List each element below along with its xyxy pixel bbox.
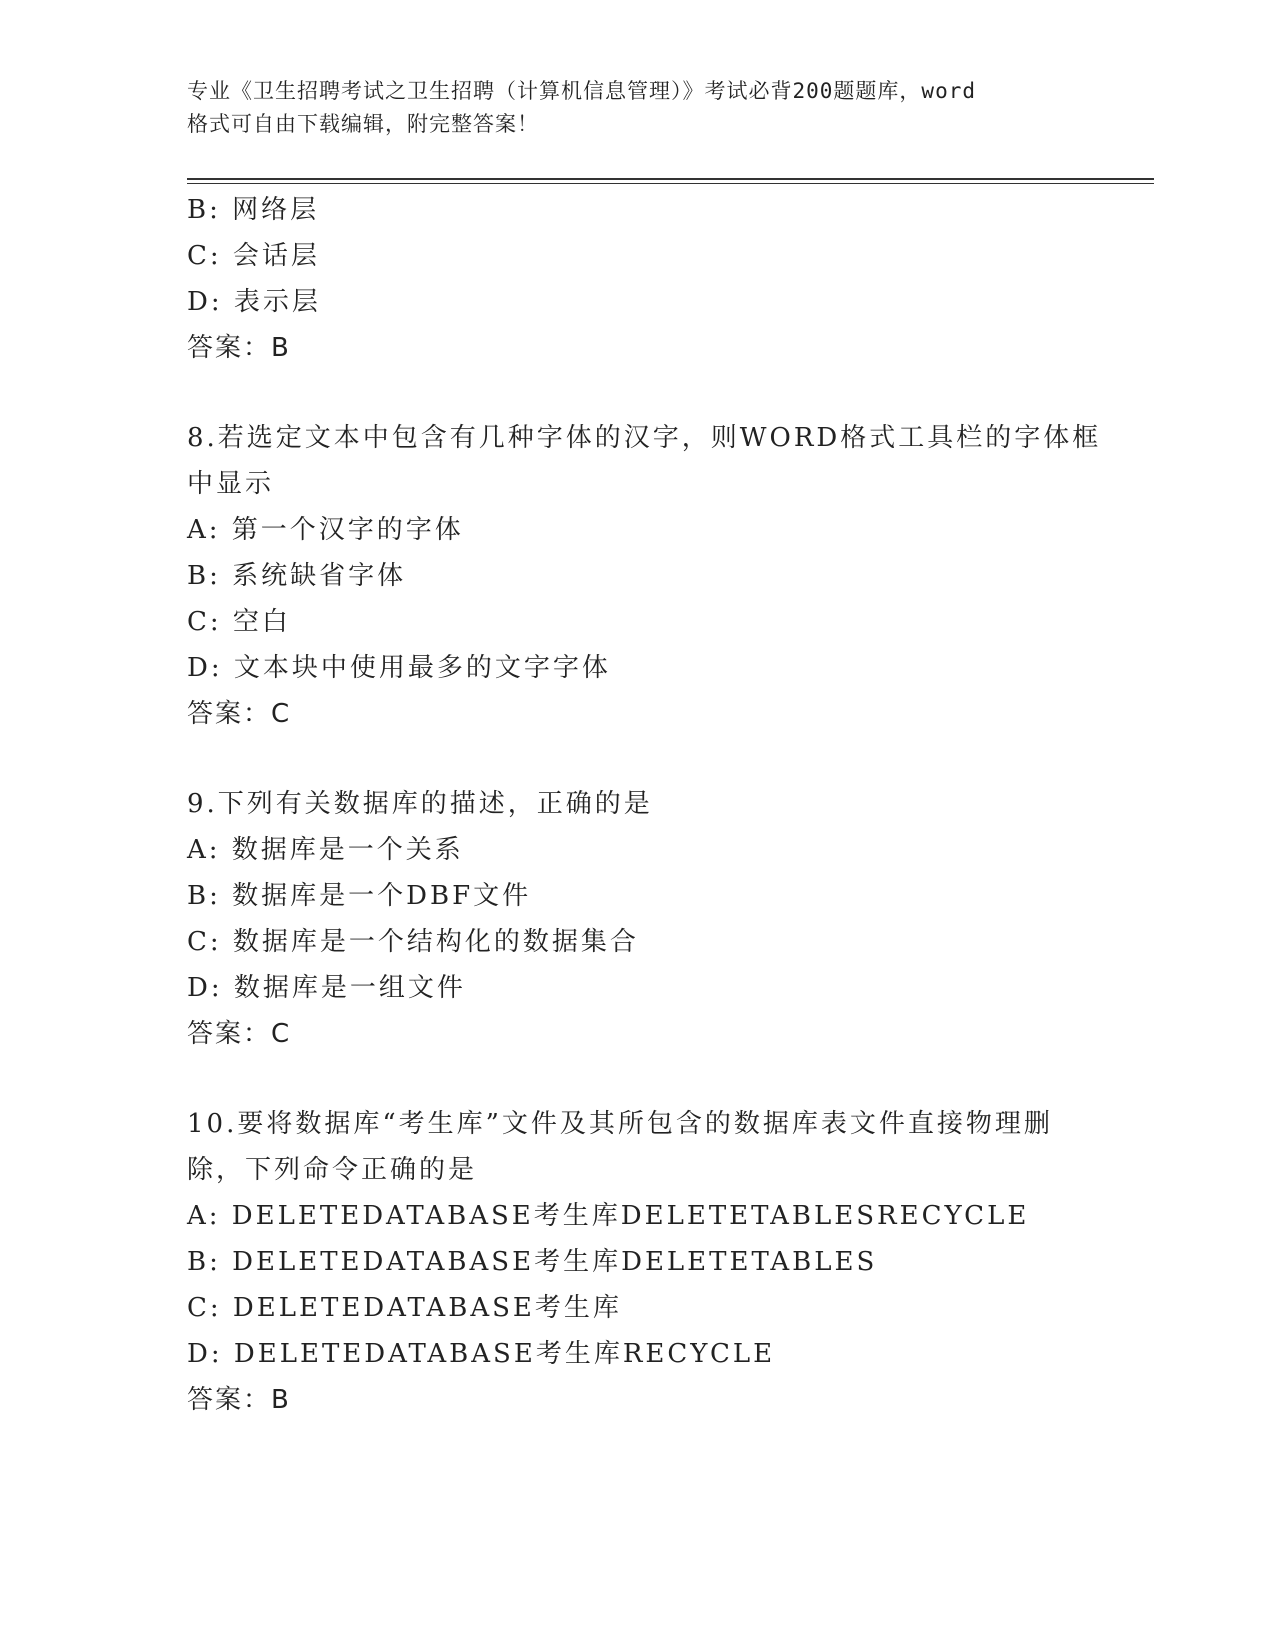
header-line-1: 专业《卫生招聘考试之卫生招聘（计算机信息管理）》考试必背200题题库，word <box>187 79 976 103</box>
answer-line: 答案：C <box>187 1019 292 1049</box>
option-b: B: DELETEDATABASE考生库DELETETABLES <box>187 1247 878 1277</box>
question-9 <box>187 781 1087 1057</box>
header-line-2: 格式可自由下载编辑，附完整答案！ <box>187 112 539 136</box>
question-7-partial <box>187 187 1087 371</box>
option-d: D: 数据库是一组文件 <box>187 973 466 1003</box>
option-d: D: 表示层 <box>187 287 321 317</box>
question-10 <box>187 1101 1087 1423</box>
option-a: A: 数据库是一个关系 <box>187 835 464 865</box>
spacer <box>187 737 1087 781</box>
answer-line: 答案：B <box>187 333 291 363</box>
spacer <box>187 371 1087 415</box>
question-stem-line-1: 10.要将数据库“考生库”文件及其所包含的数据库表文件直接物理删 <box>187 1109 1053 1139</box>
option-c: C: 数据库是一个结构化的数据集合 <box>187 927 639 957</box>
question-8 <box>187 415 1102 737</box>
answer-line: 答案：C <box>187 699 292 729</box>
question-content <box>187 187 1102 1423</box>
question-stem-line-2: 除，下列命令正确的是 <box>187 1155 478 1185</box>
option-a: A: DELETEDATABASE考生库DELETETABLESRECYCLE <box>187 1201 1030 1231</box>
option-a: A: 第一个汉字的字体 <box>187 515 464 545</box>
header-divider-thick <box>187 178 1154 180</box>
header-divider-thin <box>187 183 1154 184</box>
option-b: B: 网络层 <box>187 195 320 225</box>
option-b: B: 数据库是一个DBF文件 <box>187 881 532 911</box>
document-header <box>187 75 1087 141</box>
option-c: C: 会话层 <box>187 241 320 271</box>
answer-line: 答案：B <box>187 1385 291 1415</box>
question-stem-line-1: 8.若选定文本中包含有几种字体的汉字，则WORD格式工具栏的字体框 <box>187 423 1102 453</box>
option-b: B: 系统缺省字体 <box>187 561 407 591</box>
option-d: D: 文本块中使用最多的文字字体 <box>187 653 611 683</box>
option-d: D: DELETEDATABASE考生库RECYCLE <box>187 1339 776 1369</box>
question-stem-line-1: 9.下列有关数据库的描述，正确的是 <box>187 789 653 819</box>
option-c: C: 空白 <box>187 607 291 637</box>
spacer <box>187 1057 1087 1101</box>
question-stem-line-2: 中显示 <box>187 469 275 499</box>
option-c: C: DELETEDATABASE考生库 <box>187 1293 622 1323</box>
